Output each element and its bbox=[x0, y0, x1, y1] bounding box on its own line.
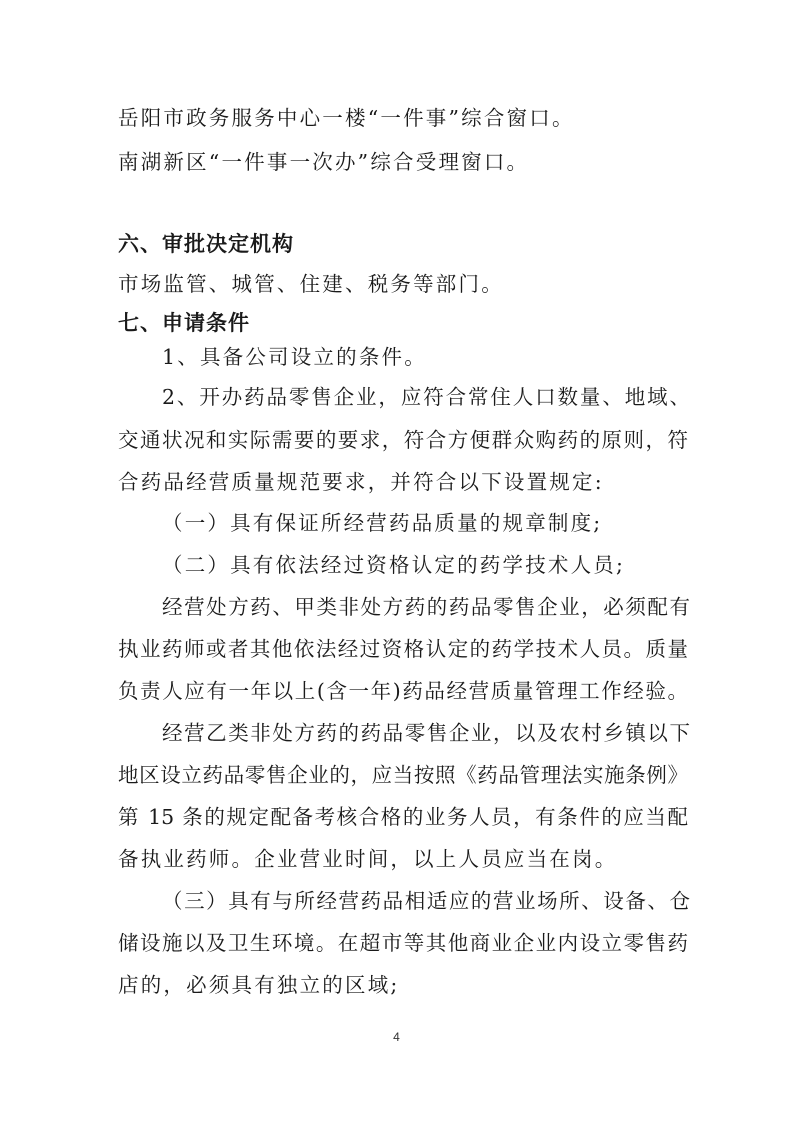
page-number: 4 bbox=[393, 1030, 400, 1044]
section-heading-6: 六、审批决定机构 bbox=[118, 232, 294, 256]
service-window-line-2: 南湖新区“一件事一次办”综合受理窗口。 bbox=[118, 150, 530, 174]
prescription-requirement-line-2: 执业药师或者其他依法经过资格认定的药学技术人员。质量 bbox=[118, 637, 688, 661]
prescription-requirement-line-1: 经营处方药、甲类非处方药的药品零售企业，必须配有 bbox=[162, 595, 690, 619]
condition-2-line-1: 2、开办药品零售企业，应符合常住人口数量、地域、 bbox=[162, 385, 690, 409]
condition-2-item-3-line-1: （三）具有与所经营药品相适应的营业场所、设备、仓 bbox=[162, 889, 690, 913]
condition-2-line-2: 交通状况和实际需要的要求，符合方便群众购药的原则，符 bbox=[118, 428, 688, 452]
otc-requirement-line-1: 经营乙类非处方药的药品零售企业，以及农村乡镇以下 bbox=[162, 721, 690, 745]
condition-2-item-3-line-2: 储设施以及卫生环境。在超市等其他商业企业内设立零售药 bbox=[118, 931, 688, 955]
section-heading-7: 七、申请条件 bbox=[118, 311, 250, 335]
otc-requirement-line-2: 地区设立药品零售企业的，应当按照《药品管理法实施条例》 bbox=[118, 763, 688, 787]
service-window-line-1: 岳阳市政务服务中心一楼“一件事”综合窗口。 bbox=[118, 106, 575, 130]
otc-requirement-line-3: 第 15 条的规定配备考核合格的业务人员，有条件的应当配 bbox=[118, 805, 688, 829]
condition-2-item-3-line-3: 店的，必须具有独立的区域; bbox=[118, 973, 400, 997]
prescription-requirement-line-3: 负责人应有一年以上(含一年)药品经营质量管理工作经验。 bbox=[118, 679, 688, 703]
approval-departments: 市场监管、城管、住建、税务等部门。 bbox=[118, 272, 504, 296]
condition-2-item-2: （二）具有依法经过资格认定的药学技术人员; bbox=[162, 553, 626, 577]
condition-1: 1、具备公司设立的条件。 bbox=[162, 345, 427, 369]
condition-2-item-1: （一）具有保证所经营药品质量的规章制度; bbox=[162, 511, 603, 535]
condition-2-line-3: 合药品经营质量规范要求，并符合以下设置规定: bbox=[118, 470, 604, 494]
otc-requirement-line-4: 备执业药师。企业营业时间，以上人员应当在岗。 bbox=[118, 847, 618, 871]
